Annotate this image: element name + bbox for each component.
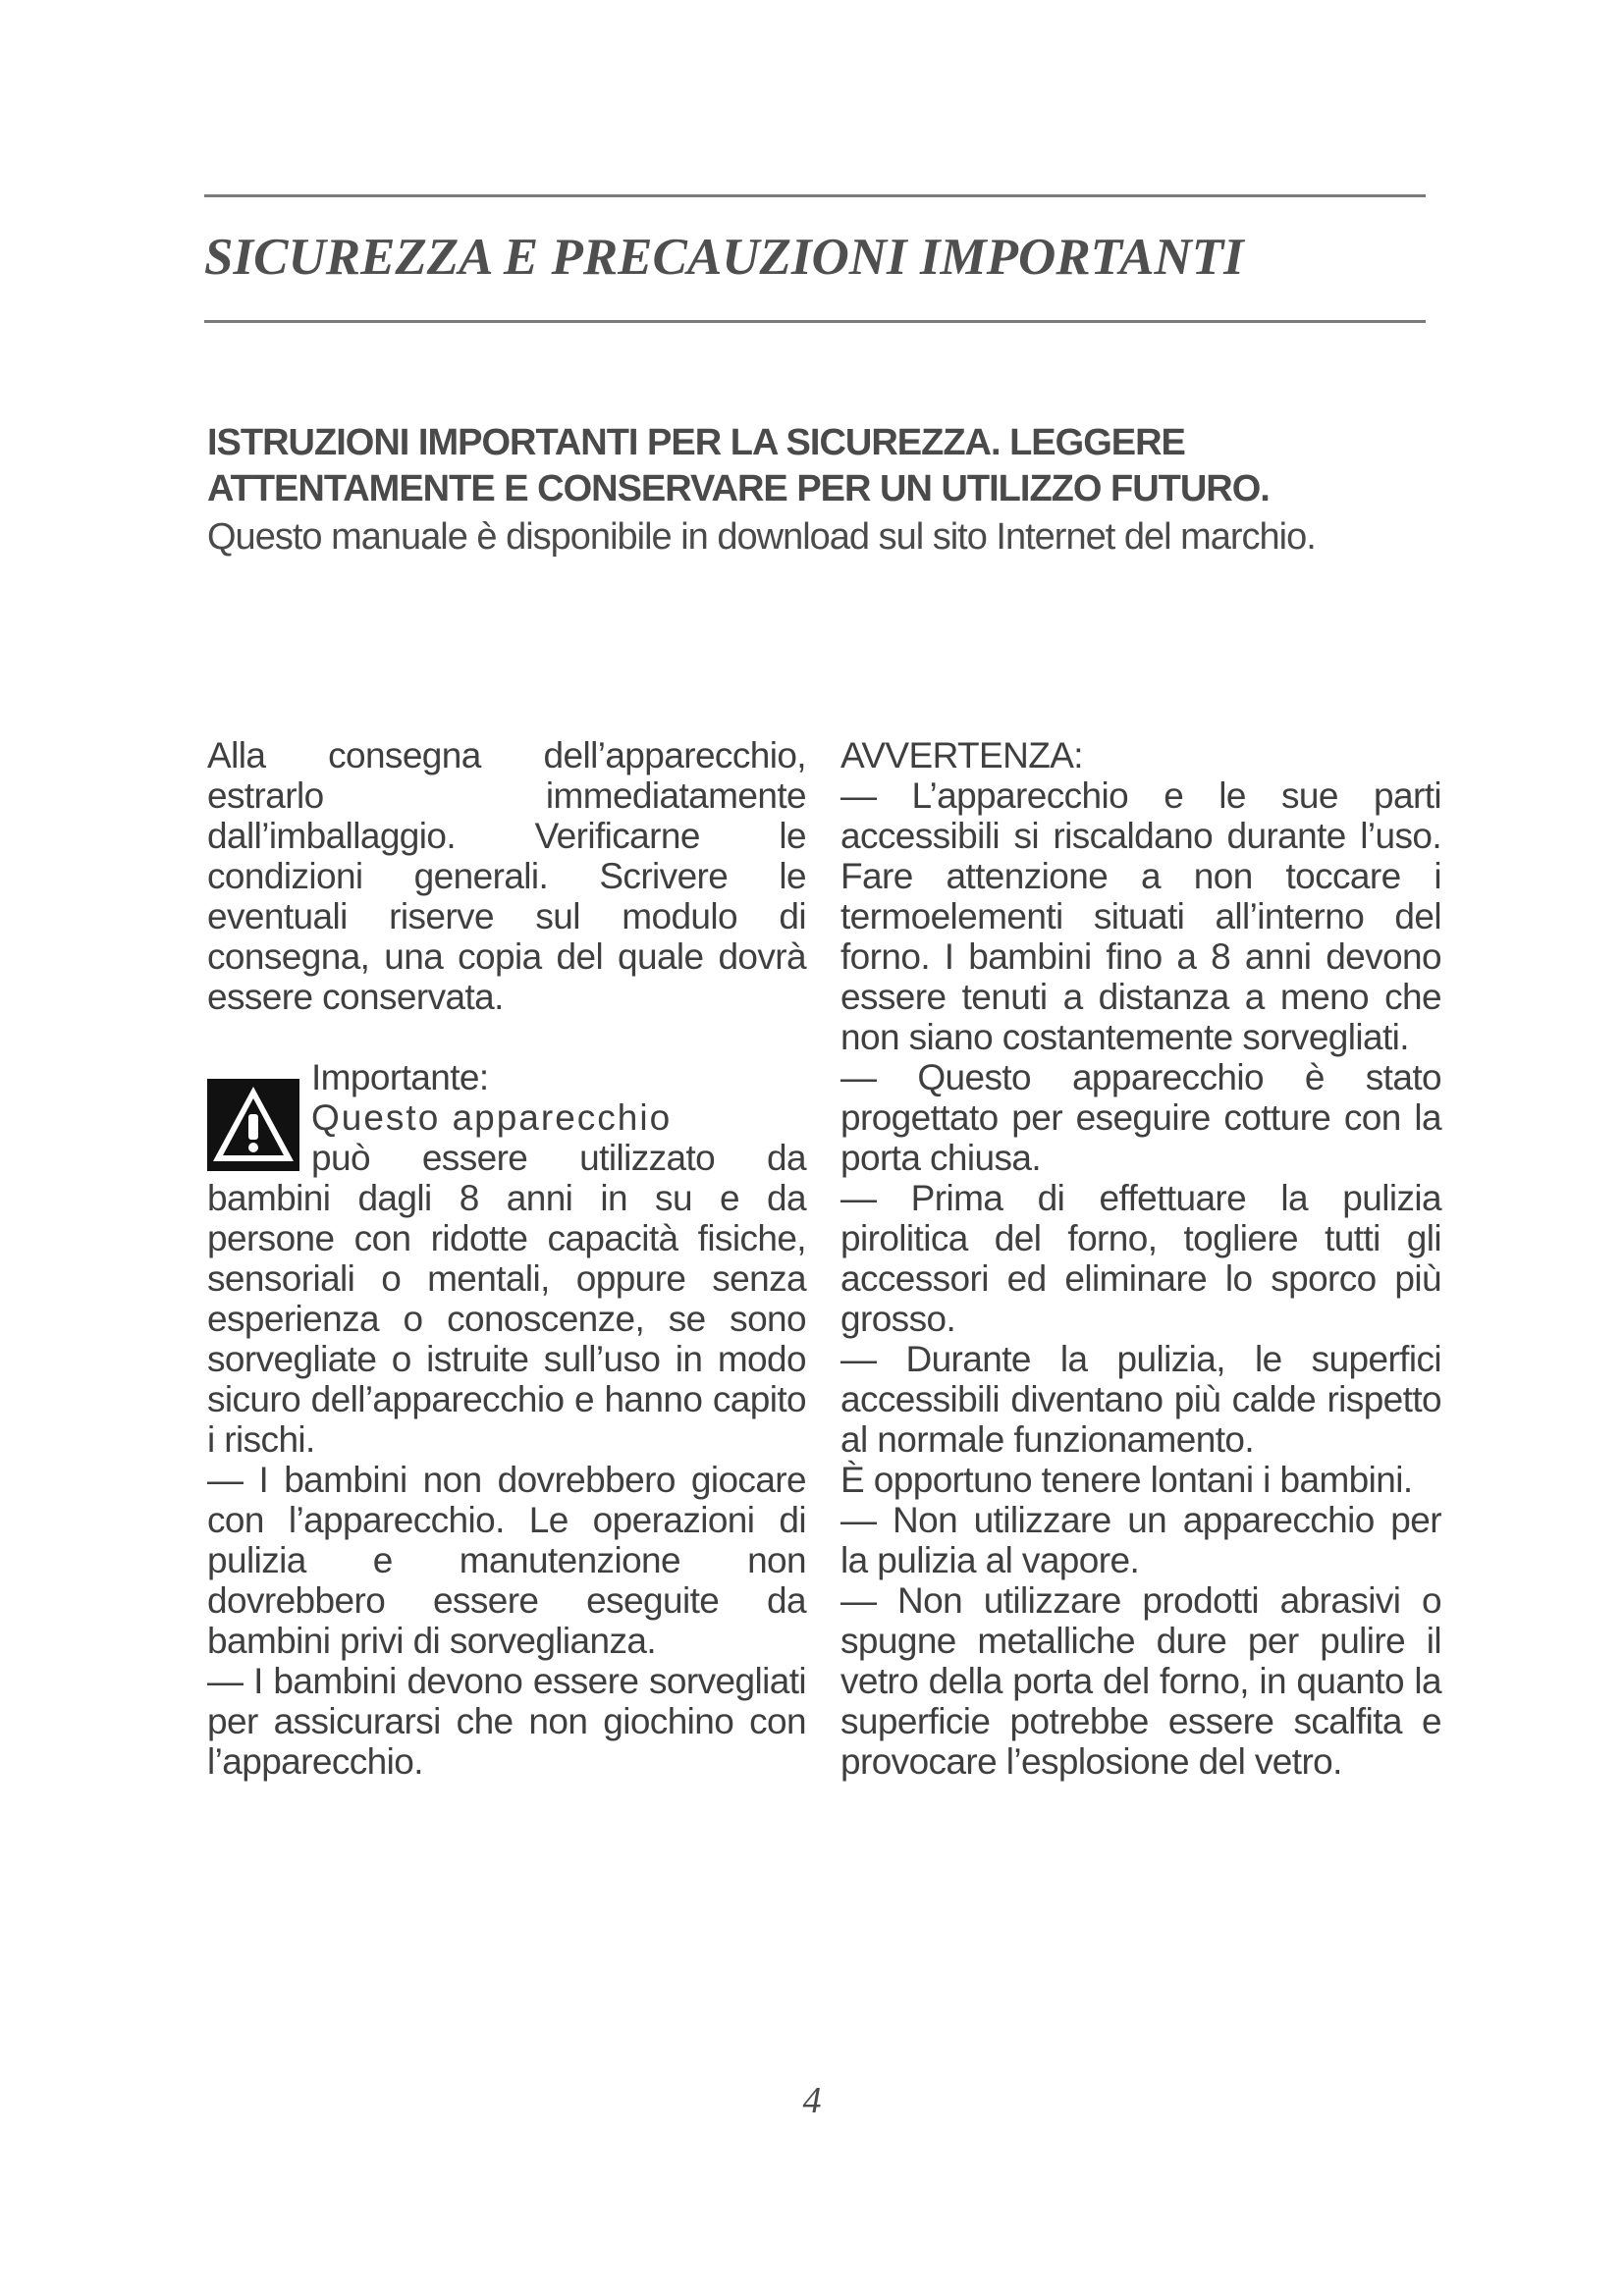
delivery-paragraph: Alla consegna dell’apparecchio, estrarlo immediatamente dall’imballaggio. Verificarne le condizioni generali. Scrivere le eventuali riserve sul modulo di consegna, una copia del quale dovrà essere conservata. <box>207 735 806 1017</box>
intro-bold-line-1: ISTRUZIONI IMPORTANTI PER LA SICUREZZA. LEGGERE <box>207 422 1185 463</box>
children-supervised-paragraph: — I bambini devono essere sorvegliati per assicurarsi che non giochino con l’apparecchio. <box>207 1661 806 1782</box>
intro-bold-line-2: ATTENTAMENTE E CONSERVARE PER UN UTILIZZO FUTURO. <box>207 468 1270 509</box>
cleaning-hot-paragraph: — Durante la pulizia, le superfici accessibili diventano più calde rispetto al normale funzionamento. <box>840 1339 1441 1460</box>
important-block <box>207 1057 806 1460</box>
pyrolytic-paragraph: — Prima di effettuare la pulizia pirolitica del forno, togliere tutti gli accessori ed eliminare lo sporco più grosso. <box>840 1178 1441 1339</box>
no-steam-paragraph: — Non utilizzare un apparecchio per la pulizia al vapore. <box>840 1500 1441 1580</box>
children-play-paragraph: — I bambini non dovrebbero giocare con l’apparecchio. Le operazioni di pulizia e manutenzione non dovrebbero essere eseguite da bambini privi di sorveglianza. <box>207 1460 806 1661</box>
closed-door-paragraph: — Questo apparecchio è stato progettato per eseguire cotture con la porta chiusa. <box>840 1057 1441 1178</box>
title-underline-rule <box>204 320 1426 323</box>
warning-label: AVVERTENZA: <box>840 735 1083 775</box>
page-title: SICUREZZA E PRECAUZIONI IMPORTANTI <box>204 229 1244 286</box>
warning-triangle-icon <box>207 1079 299 1171</box>
keep-children-paragraph: È opportuno tenere lontani i bambini. <box>840 1460 1413 1500</box>
right-column <box>840 735 1441 1782</box>
no-abrasives-paragraph: — Non utilizzare prodotti abrasivi o spugne metalliche dure per pulire il vetro della porta del forno, in quanto la superficie potrebbe essere scalfita e provocare l’esplosione del vetro. <box>840 1580 1441 1782</box>
safety-intro <box>207 420 1454 561</box>
download-note: Questo manuale è disponibile in download sul sito Internet del marchio. <box>207 516 1316 558</box>
hot-parts-paragraph: — L’apparecchio e le sue parti accessibili si riscaldano durante l’uso. Fare attenzione a non toccare i termoelementi situati all’interno del forno. I bambini fino a 8 anni devono essere tenuti a distanza a meno che non siano costantemente sorvegliati. <box>840 775 1441 1057</box>
page-number: 4 <box>802 2080 822 2121</box>
important-first-line: Questo apparecchio <box>311 1097 673 1138</box>
top-rule <box>204 194 1426 197</box>
important-text: può essere utilizzato da bambini dagli 8 anni in su e da persone con ridotte capacità fisiche, sensoriali o mentali, oppure senza esperienza o conoscenze, se sono sorvegliate o istruite sull’uso in modo sicuro dell’apparecchio e hanno capito i rischi. <box>207 1138 806 1460</box>
important-label: Importante: <box>311 1057 489 1097</box>
left-column <box>207 735 806 1782</box>
